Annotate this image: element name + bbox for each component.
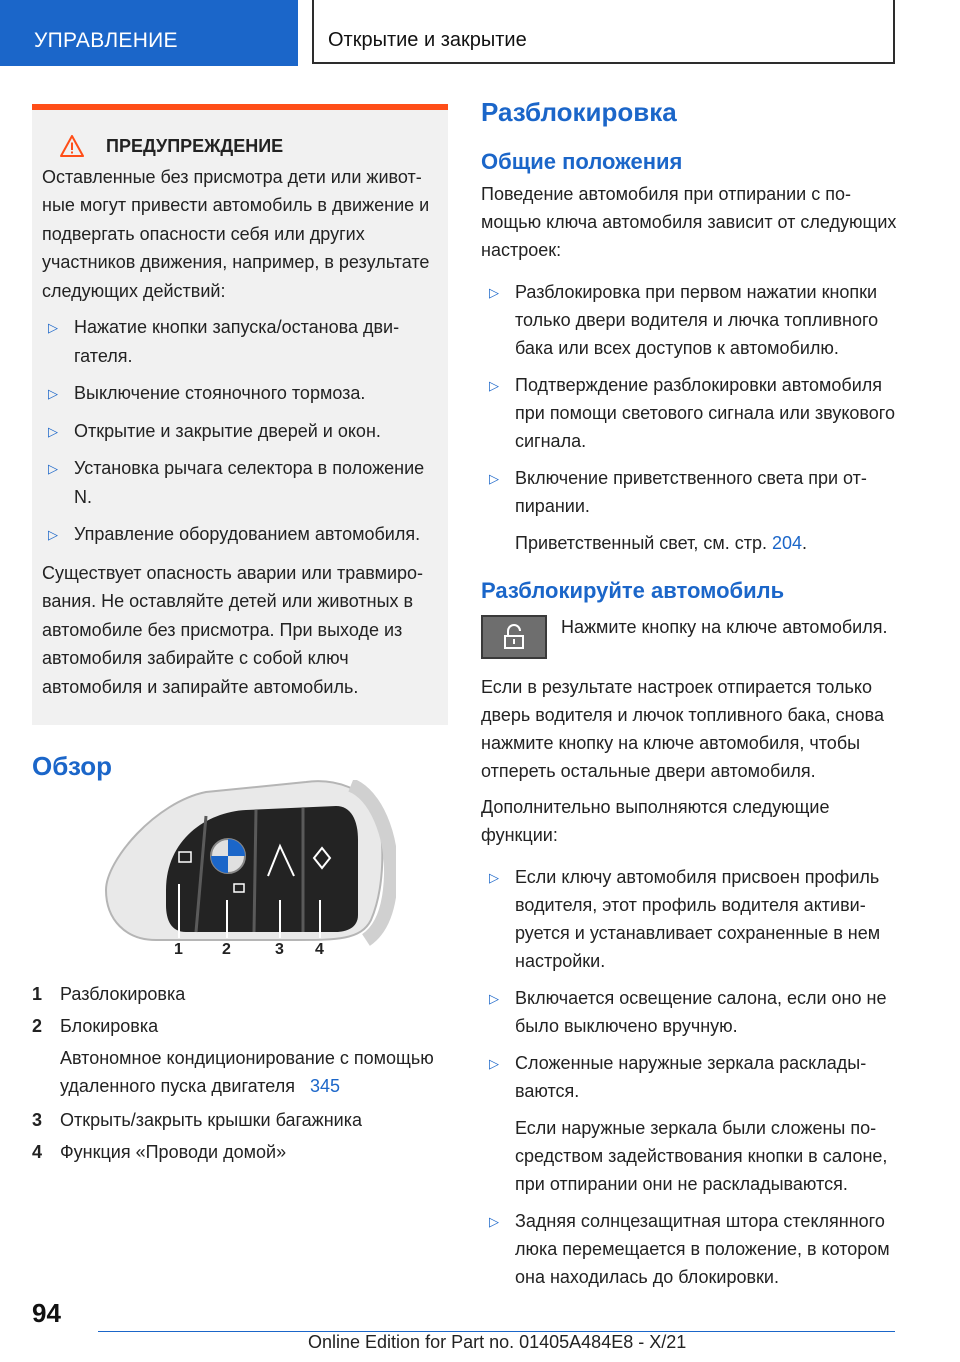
unlock-paragraph-2: Дополнительно выполняются следующие функции: <box>481 797 830 845</box>
bullet-triangle-icon: ▷ <box>48 461 58 476</box>
bullet-triangle-icon: ▷ <box>489 378 499 393</box>
callout-label: 1 <box>174 941 183 958</box>
bullet-triangle-icon: ▷ <box>489 1056 499 1071</box>
bullet-triangle-icon: ▷ <box>48 386 58 401</box>
page-ref-link[interactable]: 204 <box>771 533 803 553</box>
list-item: ▷ Разблокировка при первом нажатии кнопки только двери водителя и лючка топливного бака или всех доступов к автомобилю. <box>481 278 901 362</box>
warning-title: ПРЕДУПРЕЖДЕНИЕ <box>106 136 284 156</box>
warning-intro: Оставленные без присмотра дети или животные могут привести автомобиль в движение и подвергать опасности себя или других участников движения, например, в результате следующих действий: <box>42 166 430 301</box>
unlock-instruction-text: Нажмите кнопку на ключе автомобиля. <box>561 617 888 637</box>
warning-list <box>40 313 438 549</box>
section-title: УПРАВЛЕНИЕ <box>34 29 178 52</box>
list-item: ▷ Задняя солнцезащитная штора стеклянного люка перемещается в положение, в котором она находилась до блокировки. <box>481 1207 901 1291</box>
list-item: ▷ Открытие и закрытие дверей и окон. <box>40 417 438 446</box>
key-legend <box>32 980 448 1170</box>
car-key-illustration <box>96 780 396 960</box>
callout-label: 4 <box>315 941 324 958</box>
list-item: ▷ Включение приветственного света при отпирании. Приветственный свет, см. стр. 204. <box>481 464 901 557</box>
unlock-button-icon <box>481 615 547 659</box>
chapter-header <box>312 0 895 64</box>
bullet-triangle-icon: ▷ <box>48 320 58 335</box>
list-item: ▷ Управление оборудованием автомобиля. <box>40 520 438 549</box>
legend-item: 4 Функция «Проводи домой» <box>32 1142 287 1162</box>
edition-footer: Online Edition for Part no. 01405A484E8 - X/21 <box>308 1332 687 1352</box>
unlock-car-heading: Разблокируйте автомобиль <box>481 578 785 603</box>
unlock-instruction <box>481 613 901 659</box>
bullet-triangle-icon: ▷ <box>489 471 499 486</box>
bullet-triangle-icon: ▷ <box>489 991 499 1006</box>
page-ref-link[interactable]: 345 <box>309 1076 341 1096</box>
overview-heading: Обзор <box>32 751 112 781</box>
list-item: ▷ Выключение стояночного тормоза. <box>40 379 438 408</box>
unlock-heading: Разблокировка <box>481 97 677 127</box>
page-number: 94 <box>32 1298 61 1328</box>
right-column <box>481 98 901 1301</box>
left-column <box>32 104 448 782</box>
general-heading: Общие положения <box>481 149 683 174</box>
welcome-light-text: Приветственный свет, см. стр. <box>515 533 767 553</box>
general-text: Поведение автомобиля при отпирании с помощью ключа автомобиля зависит от следующих настроек: <box>481 184 897 260</box>
warning-icon <box>60 135 84 157</box>
warning-heading <box>40 132 438 161</box>
section-tab <box>0 0 298 66</box>
callout-label: 2 <box>222 941 231 958</box>
bullet-triangle-icon: ▷ <box>489 1214 499 1229</box>
chapter-title: Открытие и закрытие <box>328 29 527 51</box>
callout-label: 3 <box>275 941 284 958</box>
legend-item: 1 Разблокировка <box>32 984 186 1004</box>
list-item: ▷ Установка рычага селектора в положение N. <box>40 454 438 511</box>
unlock-paragraph-1: Если в результате настроек отпирается только дверь водителя и лючок топливного бака, снова нажмите кнопку на ключе автомобиля, чтобы отпереть остальные двери автомобиля. <box>481 677 884 781</box>
list-item: ▷ Сложенные наружные зеркала раскладываются. Если наружные зеркала были сложены посредством задействования кнопки в салоне, при отпирании они не раскладываются. <box>481 1049 901 1198</box>
legend-subtext: Автономное кондиционирование с помощью удаленного пуска двигателя 345 <box>60 1048 434 1096</box>
list-item: ▷ Подтверждение разблокировки автомобиля при помощи светового сигнала или звукового сигнала. <box>481 371 901 455</box>
warning-box <box>32 104 448 725</box>
list-item: ▷ Если ключу автомобиля присвоен профиль водителя, этот профиль водителя активируется и устанавливает сохраненные в нем настройки. <box>481 863 901 975</box>
list-item: ▷ Включается освещение салона, если оно не было выключено вручную. <box>481 984 901 1040</box>
warning-outro: Существует опасность аварии или травмирования. Не оставляйте детей или животных в автомобиле без присмотра. При выходе из автомобиля забирайте с собой ключ автомобиля и запирайте автомобиль. <box>42 562 424 697</box>
legend-item: 2 Блокировка <box>32 1016 159 1036</box>
legend-item: 3 Открыть/закрыть крышки багажника <box>32 1110 363 1130</box>
bullet-triangle-icon: ▷ <box>489 285 499 300</box>
mirror-note: Если наружные зеркала были сложены посредством задействования кнопки в салоне, при отпирании они не раскладываются. <box>515 1118 888 1194</box>
function-list <box>481 863 901 1291</box>
list-item: ▷ Нажатие кнопки запуска/останова двигателя. <box>40 313 438 370</box>
bullet-triangle-icon: ▷ <box>489 870 499 885</box>
general-list <box>481 278 901 557</box>
bullet-triangle-icon: ▷ <box>48 527 58 542</box>
bullet-triangle-icon: ▷ <box>48 423 58 439</box>
